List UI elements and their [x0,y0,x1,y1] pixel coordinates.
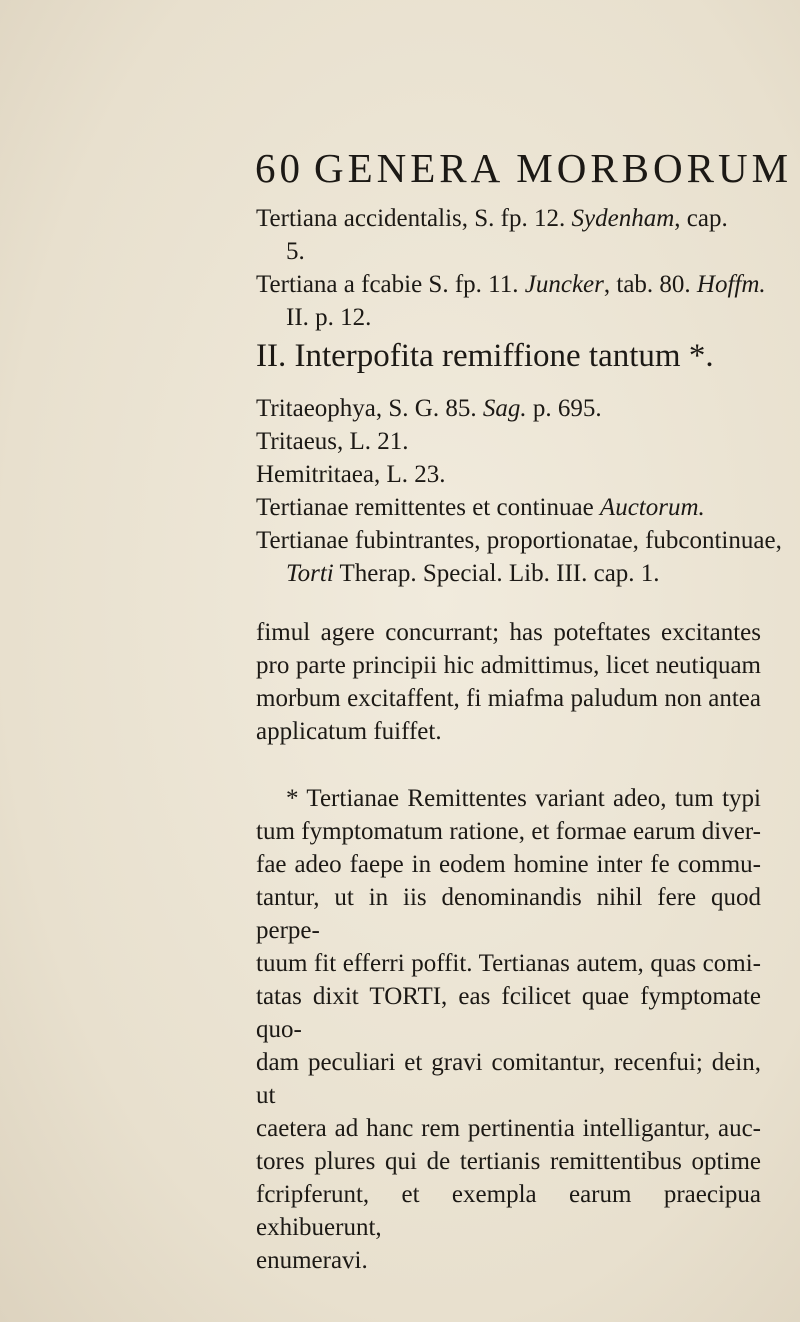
list-item: Tertiana accidentalis, S. fp. 12. Sydenham, cap. [256,205,728,232]
continued-paragraph [256,616,761,748]
footnote-line: tores plures qui de tertianis remittentibus optime [256,1148,761,1175]
footnote-line: caetera ad hanc rem pertinentia intelligantur, auc- [256,1115,761,1142]
paragraph-line: morbum excitaffent, fi miafma paludum non antea [256,685,761,712]
footnote-line: tum fymptomatum ratione, et formae earum diver- [256,818,761,845]
synonym-list-2 [256,392,782,590]
list-item: Torti Therap. Special. Lib. III. cap. 1. [286,560,660,587]
list-item: 5. [286,238,305,265]
list-item: Tertianae remittentes et continuae Auctorum. [256,494,705,521]
running-header [255,145,793,191]
footnote-line: tatas dixit TORTI, eas fcilicet quae fymptomate quo- [256,983,761,1043]
footnote-line: tuum fit efferri poffit. Tertianas autem, quas comi- [256,950,761,977]
footnote-line: enumeravi. [256,1247,368,1274]
section-heading: II. Interpofita remiffione tantum *. [256,338,714,374]
footnote-line: dam peculiari et gravi comitantur, recenfui; dein, ut [256,1049,761,1109]
paragraph-line: applicatum fuiffet. [256,718,442,745]
list-item: Tertiana a fcabie S. fp. 11. Juncker, tab. 80. Hoffm. [256,271,766,298]
page-number: 60 [255,145,304,191]
list-item: Tertianae fubintrantes, proportionatae, fubcontinuae, [256,527,782,554]
footnote-line: * Tertianae Remittentes variant adeo, tum typi [286,785,761,812]
list-item: Tritaeus, L. 21. [256,428,409,455]
list-item: Tritaeophya, S. G. 85. Sag. p. 695. [256,395,602,422]
synonym-list-1 [256,202,766,334]
list-item: Hemitritaea, L. 23. [256,461,446,488]
paragraph-line: fimul agere concurrant; has poteftates excitantes [256,619,761,646]
footnote-line: tantur, ut in iis denominandis nihil fere quod perpe- [256,884,761,944]
list-item: II. p. 12. [286,304,372,331]
footnote [256,782,761,1277]
running-title: GENERA MORBORUM [314,145,793,191]
footnote-line: fae adeo faepe in eodem homine inter fe commu- [256,851,761,878]
paragraph-line: pro parte principii hic admittimus, licet neutiquam [256,652,761,679]
footnote-line: fcripferunt, et exempla earum praecipua exhibuerunt, [256,1181,761,1241]
